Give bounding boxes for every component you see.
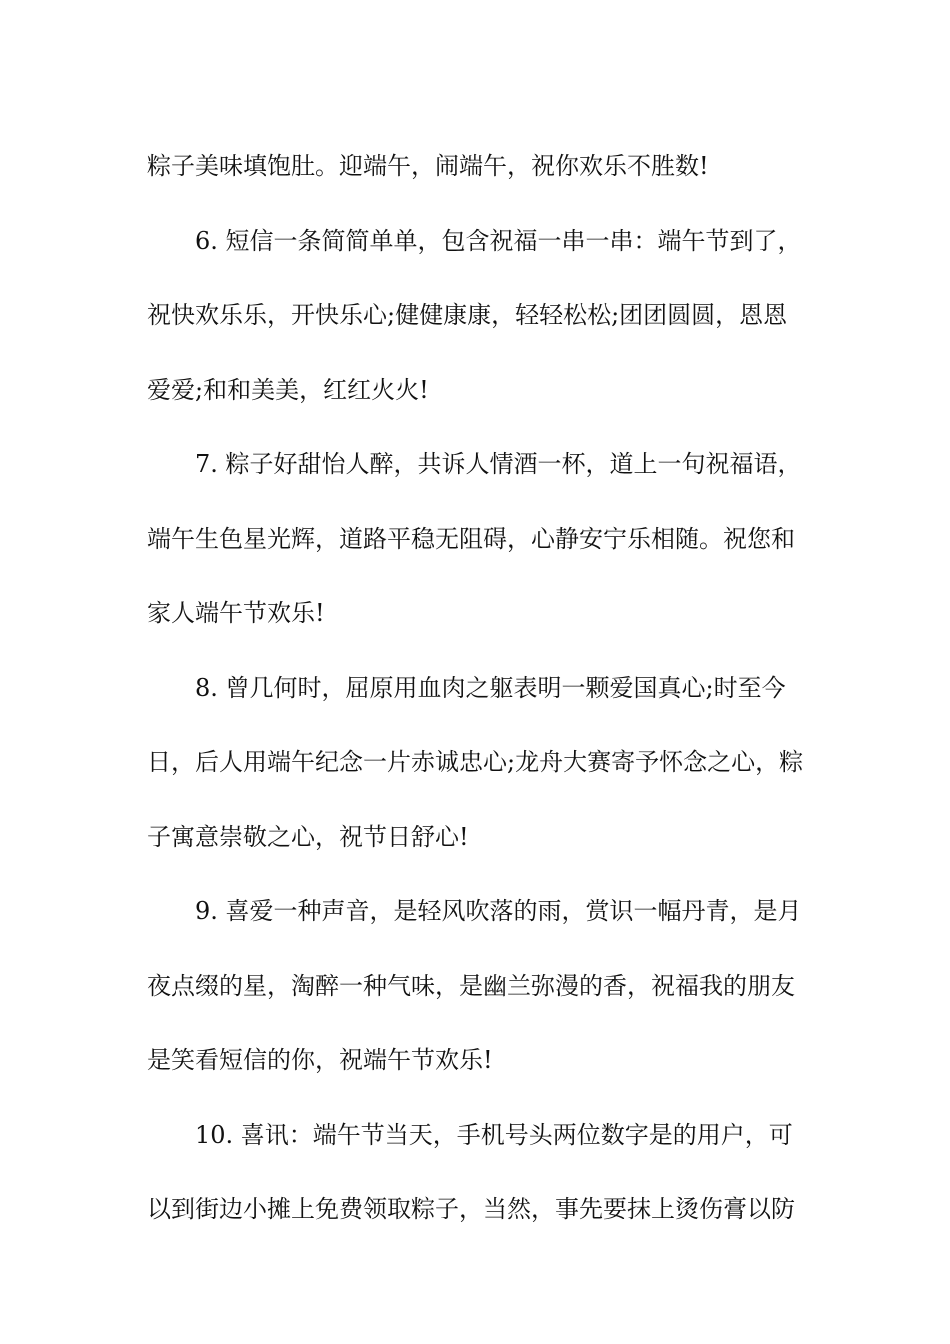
text-line: 家人端午节欢乐! bbox=[147, 599, 325, 627]
paragraph-8-line-1: 8. 曾几何时，屈原用血肉之躯表明一颗爱国真心;时至今 bbox=[195, 673, 786, 702]
text-line: 端午生色星光辉，道路平稳无阻碍，心静安宁乐相随。祝您和 bbox=[147, 524, 795, 553]
text-line: 子寓意崇敬之心，祝节日舒心! bbox=[147, 822, 469, 851]
paragraph-9-line-1: 9. 喜爱一种声音，是轻风吹落的雨，赏识一幅丹青，是月 bbox=[195, 897, 802, 925]
text-line: 以到街边小摊上免费领取粽子，当然，事先要抹上烫伤膏以防 bbox=[147, 1195, 795, 1223]
text-line: 爱爱;和和美美，红红火火! bbox=[147, 375, 429, 404]
text-line: 祝快欢乐乐，开快乐心;健健康康，轻轻松松;团团圆圆，恩恩 bbox=[147, 301, 788, 329]
text-line: 日，后人用端午纪念一片赤诚忠心;龙舟大赛寄予怀念之心，粽 bbox=[147, 748, 804, 776]
document-body bbox=[147, 129, 807, 1247]
paragraph-10-line-1: 10. 喜讯：端午节当天，手机号头两位数字是的用户，可 bbox=[195, 1120, 793, 1149]
paragraph-7-line-1: 7. 粽子好甜怡人醉，共诉人情酒一杯，道上一句祝福语， bbox=[195, 450, 802, 478]
paragraph-6-line-1: 6. 短信一条简简单单，包含祝福一串一串：端午节到了， bbox=[195, 226, 802, 255]
text-line: 是笑看短信的你，祝端午节欢乐! bbox=[147, 1046, 493, 1074]
text-line: 粽子美味填饱肚。迎端午，闹端午，祝你欢乐不胜数! bbox=[147, 152, 709, 180]
text-line: 夜点缀的星，淘醉一种气味，是幽兰弥漫的香，祝福我的朋友 bbox=[147, 971, 795, 1000]
